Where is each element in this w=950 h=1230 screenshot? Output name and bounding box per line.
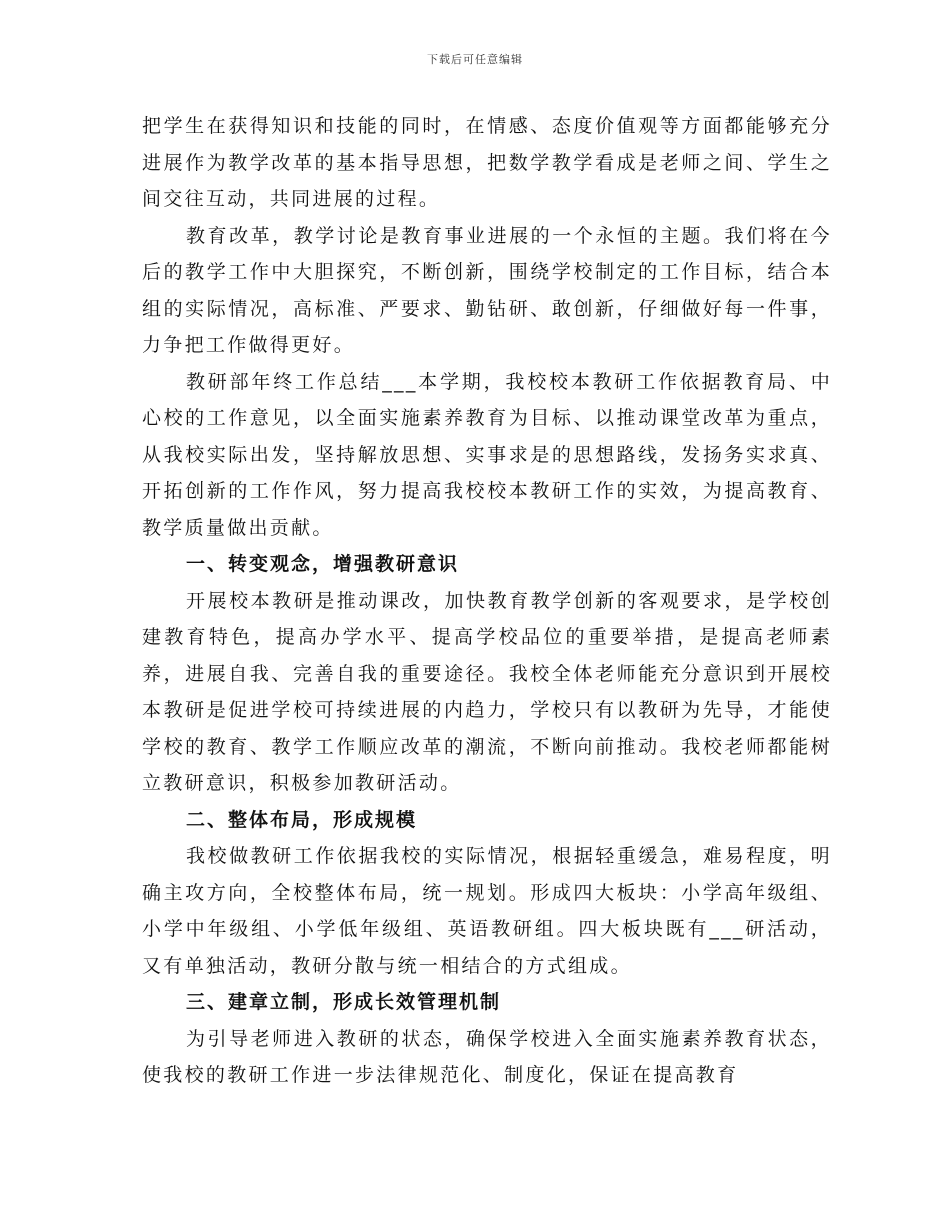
section-heading-1: 一、转变观念，增强教研意识: [186, 553, 460, 575]
document-body: [142, 108, 832, 1094]
paragraph-6: 为引导老师进入教研的状态，确保学校进入全面实施素养教育状态，使我校的教研工作进一步法律规范化、制度化，保证在提高教育: [142, 1027, 832, 1086]
section-heading-2: 二、整体布局，形成规模: [186, 808, 418, 831]
paragraph-1: 把学生在获得知识和技能的同时，在情感、态度价值观等方面都能够充分进展作为教学改革的基本指导思想，把数学教学看成是老师之间、学生之间交往互动，共同进展的过程。: [142, 115, 832, 210]
page-header-note: 下载后可任意编辑: [427, 53, 523, 66]
section-heading-3: 三、建章立制，形成长效管理机制: [186, 991, 502, 1013]
paragraph-2: 教育改革，教学讨论是教育事业进展的一个永恒的主题。我们将在今后的教学工作中大胆探究，不断创新，围绕学校制定的工作目标，结合本组的实际情况，高标准、严要求、勤钻研、敢创新，仔细做好每一件事，力争把工作做得更好。: [142, 224, 832, 356]
paragraph-4: 开展校本教研是推动课改，加快教育教学创新的客观要求，是学校创建教育特色，提高办学水平、提高学校品位的重要举措，是提高老师素养，进展自我、完善自我的重要途径。我校全体老师能充分意识到开展校本教研是促进学校可持续进展的内趋力，学校只有以教研为先导，才能使学校的教育、教学工作顺应改革的潮流，不断向前推动。我校老师都能树立教研意识，积极参加教研活动。: [142, 589, 832, 794]
paragraph-5: 我校做教研工作依据我校的实际情况，根据轻重缓急，难易程度，明确主攻方向，全校整体布局，统一规划。形成四大板块：小学高年级组、小学中年级组、小学低年级组、英语教研组。四大板块既有___研活动，又有单独活动，教研分散与统一相结合的方式组成。: [142, 845, 832, 977]
paragraph-3: 教研部年终工作总结___本学期，我校校本教研工作依据教育局、中心校的工作意见，以全面实施素养教育为目标、以推动课堂改革为重点，从我校实际出发，坚持解放思想、实事求是的思想路线，发扬务实求真、开拓创新的工作作风，努力提高我校校本教研工作的实效，为提高教育、教学质量做出贡献。: [142, 370, 832, 539]
